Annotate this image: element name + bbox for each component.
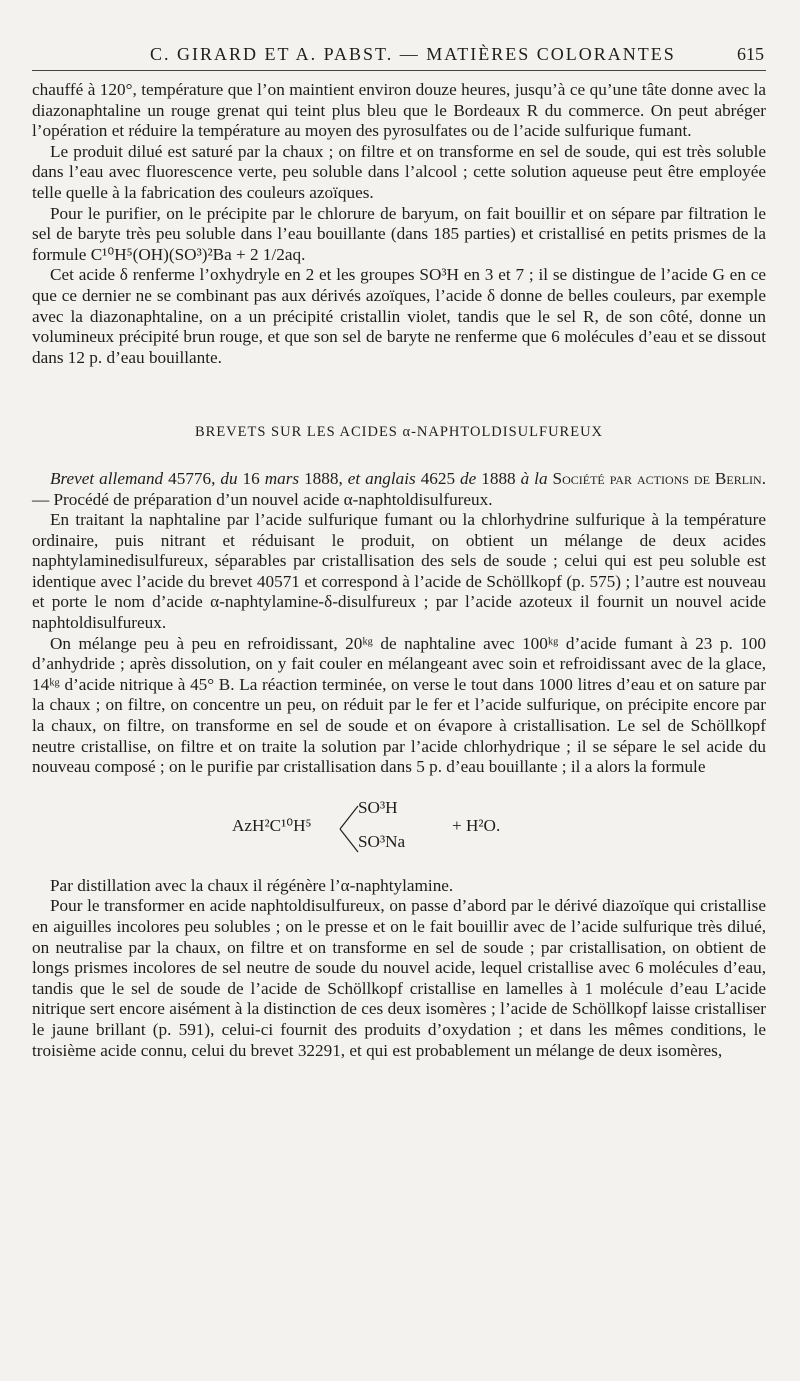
brevet-italic: et anglais bbox=[347, 468, 416, 488]
paragraph: Pour le purifier, on le précipite par le chlorure de baryum, on fait bouillir et on sépare par filtration le sel de baryte très peu soluble dans l’eau bouillante (dans 185 parties) et cristallisé en petits prismes de la formule C¹⁰H⁵(OH)(SO³)²Ba + 2 1/2aq. bbox=[32, 203, 766, 264]
brevet-italic: à la bbox=[520, 468, 548, 488]
brevet-date: 16 bbox=[237, 468, 265, 488]
header-title: C. GIRARD ET A. PABST. — MATIÈRES COLORANTES bbox=[150, 44, 676, 64]
paragraph: Pour le transformer en acide naphtoldisulfureux, on passe d’abord par le dérivé diazoïque qui cristallise en aiguilles incolores peu solubles ; on le presse et on le fait bouillir avec de l’acide sulfurique très dilué, on neutralise par la chaux, on filtre et on transforme en sel de soude ; par cristallisation, on obtient de longs prismes incolores de sel neutre de soude du nouvel acide, lequel cristallise avec 6 molécules d’eau, tandis que le sel de soude de l’acide de Schöllkopf cristallise en lamelles à 1 molécule d’eau L’acide nitrique sert encore aisément à la distinction de ces deux isomères ; l’acide de Schöllkopf laisse cristalliser le jaune brillant (p. 591), celui-ci fournit des produits d’oxydation ; et dans les mêmes conditions, le troisième acide connu, celui du brevet 32291, et qui est probablement un mélange de deux isomères, bbox=[32, 896, 766, 1060]
section-title: BREVETS SUR LES ACIDES α-NAPHTOLDISULFUREUX bbox=[194, 424, 604, 441]
company-name: Société par actions de Berlin. bbox=[547, 468, 766, 488]
brevet-number: 45776, bbox=[163, 468, 221, 488]
running-header bbox=[32, 40, 766, 71]
formula-branch-lines bbox=[338, 802, 360, 856]
patent-reference bbox=[32, 469, 766, 510]
formula-lower-group: SO³Na bbox=[358, 831, 406, 851]
paragraph: chauffé à 120°, température que l’on maintient environ douze heures, jusqu’à ce qu’une tâte donne avec la diazonaphtaline un rouge grenat qui teint plus bleu que le Bordeaux R du commerce. On peut abréger l’opération et réduire la température au moyen des pyrosulfates ou de l’acide sulfurique fumant. bbox=[32, 80, 766, 141]
brevet-number: 4625 bbox=[415, 468, 461, 488]
brevet-description: — Procédé de préparation d’un nouvel acide α-naphtoldisulfureux. bbox=[32, 489, 493, 509]
paragraph: Le produit dilué est saturé par la chaux ; on filtre et on transforme en sel de soude, qui est très soluble dans l’eau avec fluorescence verte, peu soluble dans l’alcool ; cette solution aqueuse peut être employée telle quelle à la fabrication des couleurs azoïques. bbox=[32, 141, 766, 202]
brevet-year: 1888, bbox=[299, 468, 348, 488]
page-body bbox=[32, 80, 766, 1061]
brevet-italic: Brevet allemand bbox=[50, 468, 164, 488]
chemical-formula bbox=[32, 792, 766, 866]
page-number: 615 bbox=[737, 44, 764, 64]
formula-water: + H²O. bbox=[452, 815, 501, 835]
brevet-italic: du bbox=[220, 468, 238, 488]
brevet-italic: mars bbox=[264, 468, 300, 488]
paragraph: En traitant la naphtaline par l’acide sulfurique fumant ou la chlorhydrine sulfurique à la température ordinaire, puis nitrant et réduisant le produit, on obtient un mélange de deux acides naphtylaminedisulfureux, séparables par cristallisation des sels de soude ; celui qui est peu soluble est identique avec l’acide du brevet 40571 et correspond à l’acide de Schöllkopf (p. 575) ; l’autre est nouveau et porte le nom d’acide α-naphtylamine-δ-disulfureux ; par l’acide azoteux il fournit un nouvel acide naphtoldisulfureux. bbox=[32, 510, 766, 633]
paragraph: Cet acide δ renferme l’oxhydryle en 2 et les groupes SO³H en 3 et 7 ; il se distingue de l’acide G en ce que ce dernier ne se combinant pas aux dérivés azoïques, l’acide δ donne de belles couleurs, par exemple avec la diazonaphtaline, on a un précipité cristallin violet, tandis que le sel R, de son côté, donne un volumineux précipité brun rouge, et que son sel de baryte ne renferme que 6 molécules d’eau et se dissout dans 12 p. d’eau bouillante. bbox=[32, 265, 766, 367]
paragraph: Par distillation avec la chaux il régénère l’α-naphtylamine. bbox=[50, 875, 454, 895]
brevet-italic: de bbox=[460, 468, 477, 488]
brevet-year: 1888 bbox=[476, 468, 521, 488]
formula-base: AzH²C¹⁰H⁵ bbox=[232, 815, 312, 835]
formula-upper-group: SO³H bbox=[358, 797, 398, 817]
paragraph: On mélange peu à peu en refroidissant, 20ᵏᵍ de naphtaline avec 100ᵏᵍ d’acide fumant à 23 p. 100 d’anhydride ; après dissolution, on y fait couler en mélangeant avec soin et refroidissant avec de la glace, 14ᵏᵍ d’acide nitrique à 45° B. La réaction terminée, on verse le tout dans 1000 litres d’eau et on sature par la chaux ; on filtre, on concentre un peu, on réduit par le fer et l’acide sulfurique, on précipite encore par la chaux, on filtre, on transforme en sel de soude et on évapore à cristallisation. Le sel de Schöllkopf neutre cristallise, on filtre et on traite la solution par l’acide chlorhydrique ; il se sépare le sel acide du nouveau composé ; on le purifie par cristallisation dans 5 p. d’eau bouillante ; il a alors la formule bbox=[32, 633, 766, 777]
